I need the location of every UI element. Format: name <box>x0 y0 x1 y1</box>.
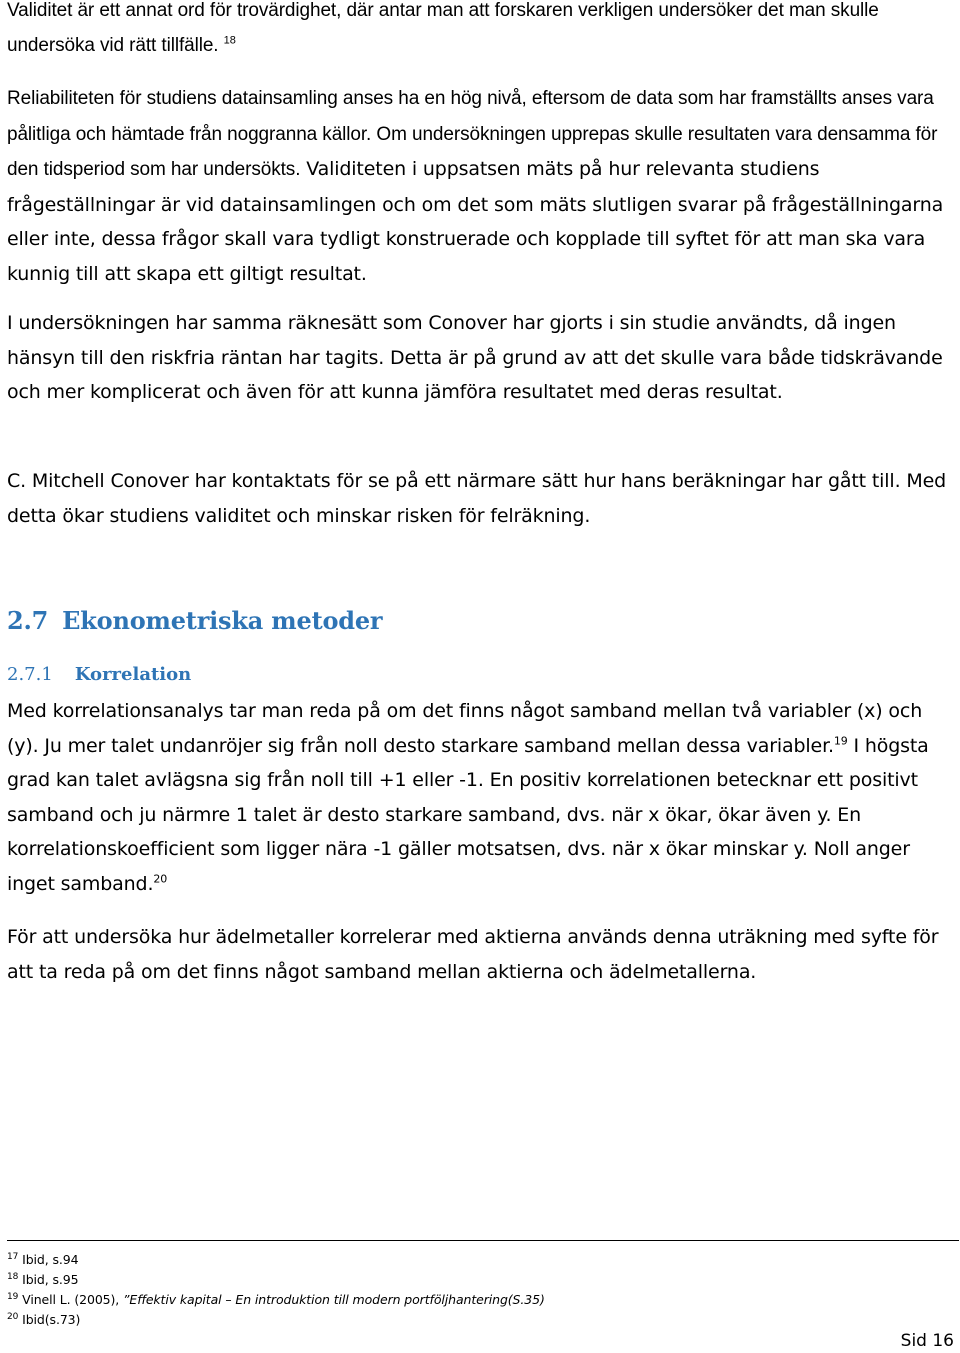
footnote <box>7 1250 545 1270</box>
subsection-number: 2.7.1 <box>7 664 53 685</box>
paragraph-text: Reliabiliteten för studiens datainsamling anses ha en hög nivå, eftersom de data som har framställts anses vara pålitliga och hämtade från noggranna källor. Om undersökningen upprepas skulle resultaten vara densamma för den tidsperiod som har undersökts. <box>7 88 938 180</box>
footnote-title: ”Effektiv kapital – En introduktion till modern portföljhantering(S.35) <box>123 1292 545 1307</box>
footnote-text: Vinell L. (2005), <box>22 1292 124 1307</box>
footnote-number: 19 <box>7 1291 19 1302</box>
paragraph-text: Med korrelationsanalys tar man reda på om det finns något samband mellan två variabler (x) och (y). Ju mer talet undanröjer sig från noll desto starkare samband mellan dessa variabler. <box>7 700 923 757</box>
footnote-text: Ibid(s.73) <box>22 1312 81 1327</box>
paragraph-purpose: För att undersöka hur ädelmetaller korrelerar med aktierna används denna uträkning med syfte för att ta reda på om det finns något samband mellan aktierna och ädelmetallerna. <box>7 926 939 983</box>
footnote-separator <box>7 1240 959 1241</box>
footnote <box>7 1310 545 1330</box>
footnote-ref: 19 <box>833 734 848 748</box>
footnote-number: 17 <box>7 1251 19 1262</box>
subsection-heading <box>7 664 191 685</box>
footnote <box>7 1290 545 1310</box>
paragraph-text: Validitet är ett annat ord för trovärdighet, där antar man att forskaren verkligen undersöker det man skulle undersöka vid rätt tillfälle. <box>7 0 879 56</box>
paragraph-correlation <box>7 694 953 901</box>
footnote-number: 20 <box>7 1311 19 1322</box>
footnote-text: Ibid, s.94 <box>22 1252 79 1267</box>
paragraph-text: Validiteten i uppsatsen mäts på hur relevanta studiens frågeställningar är vid datainsamlingen och om det som mäts slutligen svarar på frågeställningarna eller inte, dessa frågor skall vara tydligt konstruerade och kopplade till syftet för att man ska vara kunnig till att skapa ett giltigt resultat. <box>7 158 944 285</box>
section-heading <box>7 606 382 635</box>
section-number: 2.7 <box>7 606 49 635</box>
paragraph-method: I undersökningen har samma räknesätt som Conover har gjorts i sin studie användts, då ingen hänsyn till den riskfria räntan har tagits. Detta är på grund av att det skulle vara både tidskrävande och mer komplicerat och även för att kunna jämföra resultatet med deras resultat. <box>7 312 943 403</box>
subsection-title: Korrelation <box>74 664 192 685</box>
footnote <box>7 1270 545 1290</box>
footnote-text: Ibid, s.95 <box>22 1272 79 1287</box>
paragraph-conover: C. Mitchell Conover har kontaktats för se på ett närmare sätt hur hans beräkningar har gått till. Med detta ökar studiens validitet och minskar risken för felräkning. <box>7 470 947 527</box>
page-number: Sid 16 <box>900 1331 954 1351</box>
paragraph-reliability <box>7 81 953 291</box>
paragraph-text: I högsta grad kan talet avlägsna sig från noll till +1 eller -1. En positiv korrelationen betecknar ett positivt samband och ju närmre 1 talet är desto starkare samband, dvs. när x ökar, ökar även y. En korrelationskoefficient som ligger nära -1 gäller motsatsen, dvs. när x ökar minskar y. Noll anger inget samband. <box>7 734 929 895</box>
footnote-ref: 18 <box>223 34 236 47</box>
footnotes <box>7 1250 545 1330</box>
footnote-ref: 20 <box>153 872 168 886</box>
paragraph-validity <box>7 0 953 63</box>
footnote-number: 18 <box>7 1271 19 1282</box>
section-title: Ekonometriska metoder <box>62 606 383 635</box>
